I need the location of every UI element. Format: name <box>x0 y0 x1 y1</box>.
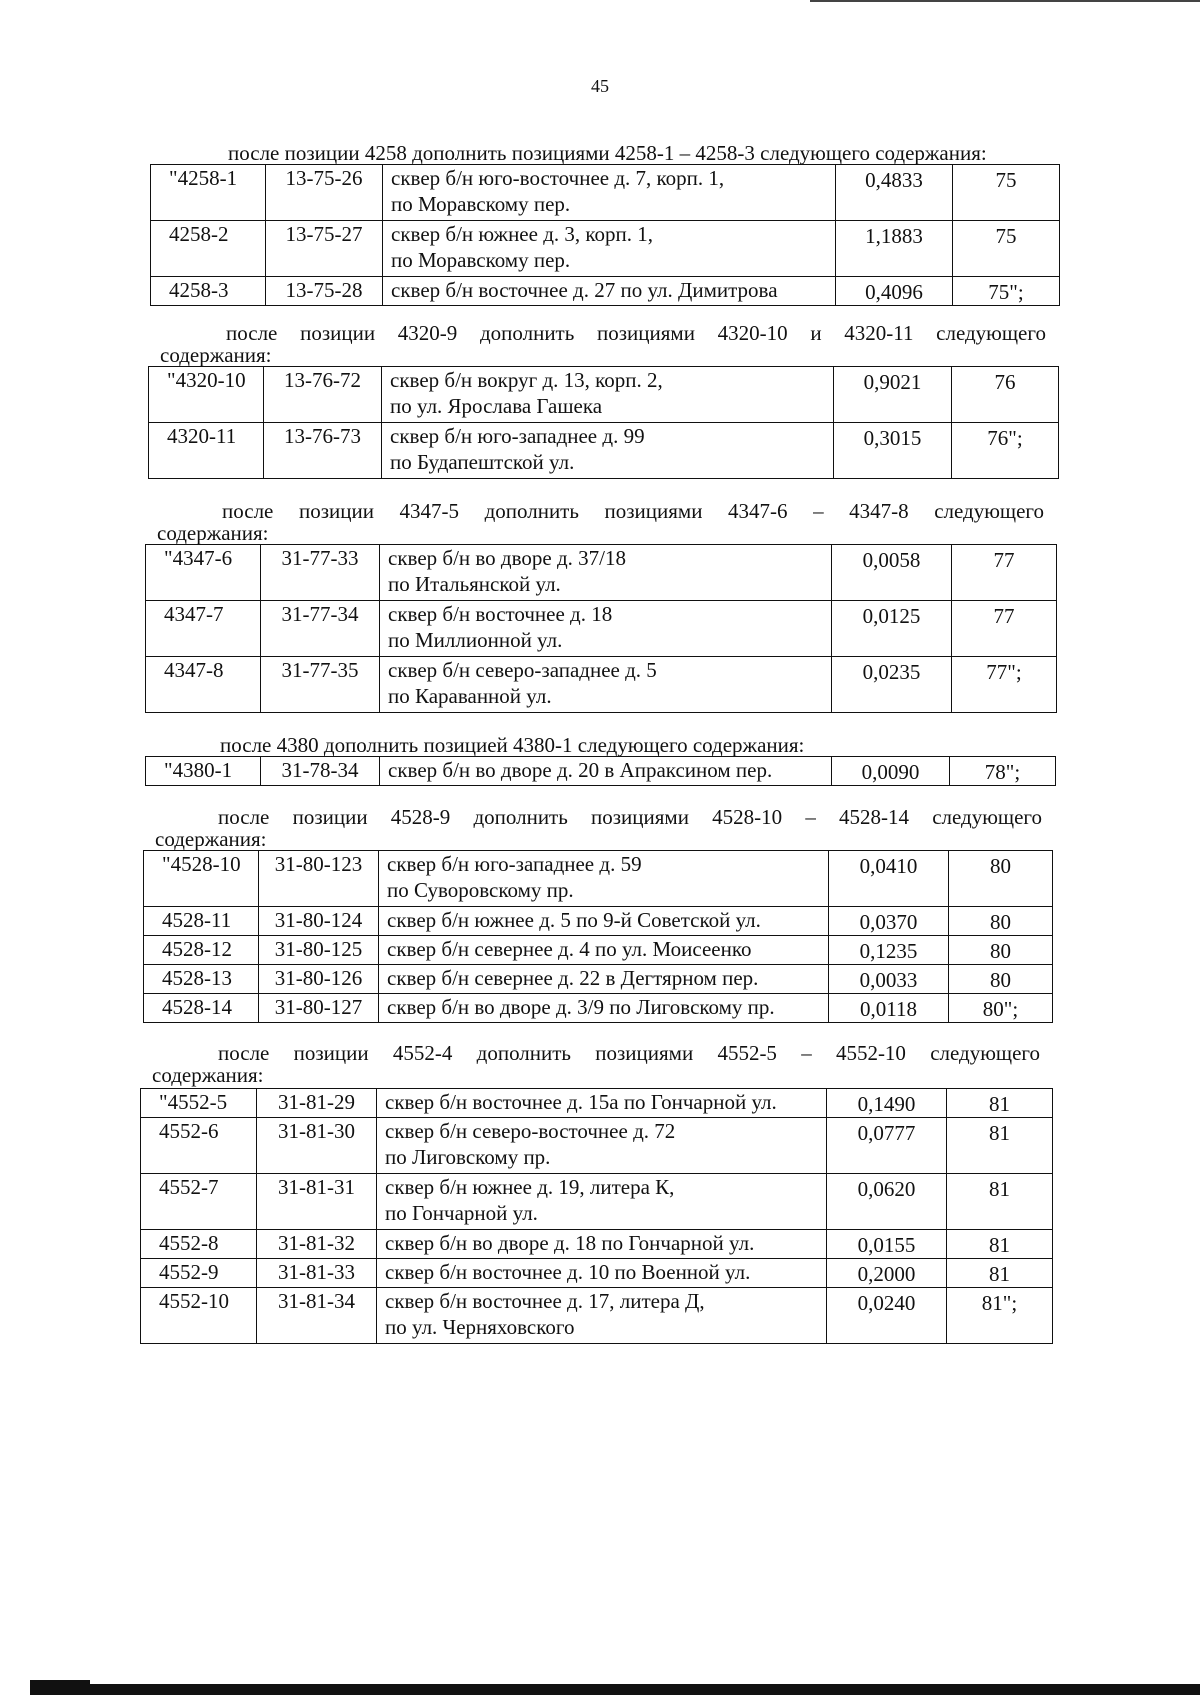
position-number: 4347-7 <box>146 601 261 657</box>
registry-code: 31-80-124 <box>259 907 379 936</box>
description <box>382 367 834 423</box>
position-number: "4320-10 <box>149 367 264 423</box>
registry-code: 13-75-26 <box>266 165 383 221</box>
position-number: 4320-11 <box>149 423 264 479</box>
registry-code: 31-78-34 <box>261 757 380 786</box>
district-number: 80"; <box>949 994 1053 1023</box>
description <box>380 601 832 657</box>
registry-code: 13-75-27 <box>266 221 383 277</box>
position-number: "4347-6 <box>146 545 261 601</box>
registry-code: 31-77-34 <box>261 601 380 657</box>
district-number: 75 <box>953 221 1060 277</box>
position-number: "4380-1 <box>146 757 261 786</box>
description <box>377 1288 827 1344</box>
intro-line: после позиции 4320-9 дополнить позициями 4320-10 и 4320-11 следующего <box>226 321 1046 345</box>
description-line: по ул. Черняховского <box>385 1315 575 1339</box>
section-intro <box>0 500 1200 544</box>
position-number: "4258-1 <box>151 165 266 221</box>
table-row <box>146 545 1057 601</box>
position-number: 4552-9 <box>141 1259 257 1288</box>
description <box>377 1230 827 1259</box>
description-line: по Итальянской ул. <box>388 572 561 596</box>
description-line: по Суворовскому пр. <box>387 878 574 902</box>
position-number: "4528-10 <box>144 851 259 907</box>
description-line: по Моравскому пер. <box>391 192 571 216</box>
description <box>379 994 829 1023</box>
table-row <box>151 221 1060 277</box>
description <box>377 1118 827 1174</box>
description-line: сквер б/н севернее д. 4 по ул. Моисеенко <box>387 937 752 961</box>
area-value: 0,0090 <box>832 757 950 786</box>
page-number: 45 <box>591 76 609 96</box>
description-line: сквер б/н северо-западнее д. 5 <box>388 658 657 682</box>
district-number: 81 <box>947 1089 1053 1118</box>
area-value: 0,4096 <box>836 277 953 306</box>
table-row <box>144 965 1053 994</box>
district-number: 75 <box>953 165 1060 221</box>
area-value: 0,1235 <box>829 936 949 965</box>
positions-table <box>148 366 1059 479</box>
table-row <box>151 165 1060 221</box>
position-number: "4552-5 <box>141 1089 257 1118</box>
intro-line: после позиции 4552-4 дополнить позициями 4552-5 – 4552-10 следующего <box>218 1041 1040 1065</box>
description-line: сквер б/н во дворе д. 20 в Апраксином пер. <box>388 758 773 782</box>
description-line: по Караванной ул. <box>388 684 552 708</box>
position-number: 4528-12 <box>144 936 259 965</box>
district-number: 81 <box>947 1259 1053 1288</box>
description-line: сквер б/н юго-восточнее д. 7, корп. 1, <box>391 166 725 190</box>
area-value: 0,0370 <box>829 907 949 936</box>
intro-line: содержания: <box>155 827 267 851</box>
area-value: 0,0235 <box>832 657 952 713</box>
table-row <box>141 1174 1053 1230</box>
registry-code: 31-81-32 <box>257 1230 377 1259</box>
description <box>380 657 832 713</box>
position-number: 4528-14 <box>144 994 259 1023</box>
registry-code: 31-81-31 <box>257 1174 377 1230</box>
area-value: 0,0118 <box>829 994 949 1023</box>
area-value: 0,1490 <box>827 1089 947 1118</box>
intro-line: после позиции 4347-5 дополнить позициями 4347-6 – 4347-8 следующего <box>222 499 1044 523</box>
district-number: 80 <box>949 936 1053 965</box>
description <box>382 423 834 479</box>
description <box>383 165 836 221</box>
registry-code: 31-77-35 <box>261 657 380 713</box>
area-value: 0,4833 <box>836 165 953 221</box>
table-row <box>144 994 1053 1023</box>
top-edge-line <box>810 0 1200 2</box>
registry-code: 31-81-34 <box>257 1288 377 1344</box>
description-line: сквер б/н южнее д. 5 по 9-й Советской ул. <box>387 908 761 932</box>
registry-code: 31-80-125 <box>259 936 379 965</box>
description-line: сквер б/н северо-восточнее д. 72 <box>385 1119 676 1143</box>
registry-code: 13-76-73 <box>264 423 382 479</box>
district-number: 81 <box>947 1174 1053 1230</box>
district-number: 78"; <box>950 757 1056 786</box>
description-line: сквер б/н южнее д. 19, литера К, <box>385 1175 675 1199</box>
area-value: 0,0410 <box>829 851 949 907</box>
area-value: 0,0058 <box>832 545 952 601</box>
area-value: 0,0155 <box>827 1230 947 1259</box>
description-line: сквер б/н юго-западнее д. 99 <box>390 424 645 448</box>
registry-code: 31-81-30 <box>257 1118 377 1174</box>
description-line: по Лиговскому пр. <box>385 1145 551 1169</box>
district-number: 77"; <box>952 657 1057 713</box>
description-line: сквер б/н восточнее д. 27 по ул. Димитрова <box>391 278 778 302</box>
area-value: 0,2000 <box>827 1259 947 1288</box>
district-number: 81 <box>947 1230 1053 1259</box>
table-row <box>149 367 1059 423</box>
description <box>380 757 832 786</box>
table-row <box>141 1288 1053 1344</box>
area-value: 0,0777 <box>827 1118 947 1174</box>
table-row <box>146 757 1056 786</box>
district-number: 80 <box>949 965 1053 994</box>
description-line: сквер б/н восточнее д. 17, литера Д, <box>385 1289 705 1313</box>
intro-line: после позиции 4528-9 дополнить позициями 4528-10 – 4528-14 следующего <box>218 805 1042 829</box>
section-intro <box>0 1042 1200 1086</box>
description-line: сквер б/н во дворе д. 37/18 <box>388 546 626 570</box>
district-number: 81 <box>947 1118 1053 1174</box>
district-number: 76 <box>952 367 1059 423</box>
section-intro: после позиции 4258 дополнить позициями 4258-1 – 4258-3 следующего содержания: <box>228 141 987 165</box>
section-intro <box>0 322 1200 366</box>
description-line: по ул. Ярослава Гашека <box>390 394 603 418</box>
description-line: сквер б/н севернее д. 22 в Дегтярном пер. <box>387 966 759 990</box>
area-value: 0,0620 <box>827 1174 947 1230</box>
table-row <box>151 277 1060 306</box>
district-number: 77 <box>952 545 1057 601</box>
registry-code: 31-80-126 <box>259 965 379 994</box>
description <box>379 851 829 907</box>
area-value: 0,3015 <box>834 423 952 479</box>
area-value: 0,9021 <box>834 367 952 423</box>
registry-code: 31-77-33 <box>261 545 380 601</box>
registry-code: 13-76-72 <box>264 367 382 423</box>
table-row <box>144 936 1053 965</box>
registry-code: 31-80-127 <box>259 994 379 1023</box>
registry-code: 31-81-33 <box>257 1259 377 1288</box>
description <box>383 221 836 277</box>
description-line: по Миллионной ул. <box>388 628 563 652</box>
description <box>379 907 829 936</box>
intro-line: содержания: <box>152 1063 264 1087</box>
position-number: 4552-10 <box>141 1288 257 1344</box>
description <box>383 277 836 306</box>
description <box>380 545 832 601</box>
position-number: 4258-2 <box>151 221 266 277</box>
table-row <box>146 657 1057 713</box>
table-row <box>146 601 1057 657</box>
description-line: сквер б/н юго-западнее д. 59 <box>387 852 642 876</box>
registry-code: 13-75-28 <box>266 277 383 306</box>
description-line: сквер б/н вокруг д. 13, корп. 2, <box>390 368 663 392</box>
description <box>377 1174 827 1230</box>
description-line: по Моравскому пер. <box>391 248 571 272</box>
description-line: сквер б/н восточнее д. 10 по Военной ул. <box>385 1260 751 1284</box>
position-number: 4528-11 <box>144 907 259 936</box>
position-number: 4552-7 <box>141 1174 257 1230</box>
intro-line: содержания: <box>160 343 272 367</box>
positions-table <box>145 756 1056 786</box>
bottom-edge-line <box>30 1684 1200 1695</box>
area-value: 0,0033 <box>829 965 949 994</box>
registry-code: 31-80-123 <box>259 851 379 907</box>
table-row <box>141 1089 1053 1118</box>
district-number: 80 <box>949 851 1053 907</box>
registry-code: 31-81-29 <box>257 1089 377 1118</box>
position-number: 4552-8 <box>141 1230 257 1259</box>
table-row <box>149 423 1059 479</box>
description-line: по Гончарной ул. <box>385 1201 538 1225</box>
intro-line: содержания: <box>157 521 269 545</box>
district-number: 76"; <box>952 423 1059 479</box>
section-intro: после 4380 дополнить позицией 4380-1 следующего содержания: <box>220 733 805 757</box>
description-line: сквер б/н восточнее д. 15а по Гончарной ул. <box>385 1090 777 1114</box>
description-line: сквер б/н восточнее д. 18 <box>388 602 613 626</box>
table-row <box>141 1230 1053 1259</box>
table-row <box>144 907 1053 936</box>
positions-table <box>140 1088 1053 1344</box>
position-number: 4528-13 <box>144 965 259 994</box>
positions-table <box>145 544 1057 713</box>
position-number: 4258-3 <box>151 277 266 306</box>
table-row <box>141 1118 1053 1174</box>
position-number: 4552-6 <box>141 1118 257 1174</box>
area-value: 0,0240 <box>827 1288 947 1344</box>
section-intro <box>0 806 1200 850</box>
district-number: 81"; <box>947 1288 1053 1344</box>
positions-table <box>150 164 1060 306</box>
table-row <box>144 851 1053 907</box>
district-number: 80 <box>949 907 1053 936</box>
district-number: 77 <box>952 601 1057 657</box>
description-line: сквер б/н южнее д. 3, корп. 1, <box>391 222 654 246</box>
positions-table <box>143 850 1053 1023</box>
area-value: 0,0125 <box>832 601 952 657</box>
description-line: сквер б/н во дворе д. 18 по Гончарной ул. <box>385 1231 755 1255</box>
description-line: сквер б/н во дворе д. 3/9 по Лиговскому пр. <box>387 995 775 1019</box>
description <box>377 1259 827 1288</box>
description <box>379 965 829 994</box>
area-value: 1,1883 <box>836 221 953 277</box>
district-number: 75"; <box>953 277 1060 306</box>
description-line: по Будапештской ул. <box>390 450 575 474</box>
description <box>379 936 829 965</box>
table-row <box>141 1259 1053 1288</box>
position-number: 4347-8 <box>146 657 261 713</box>
description <box>377 1089 827 1118</box>
